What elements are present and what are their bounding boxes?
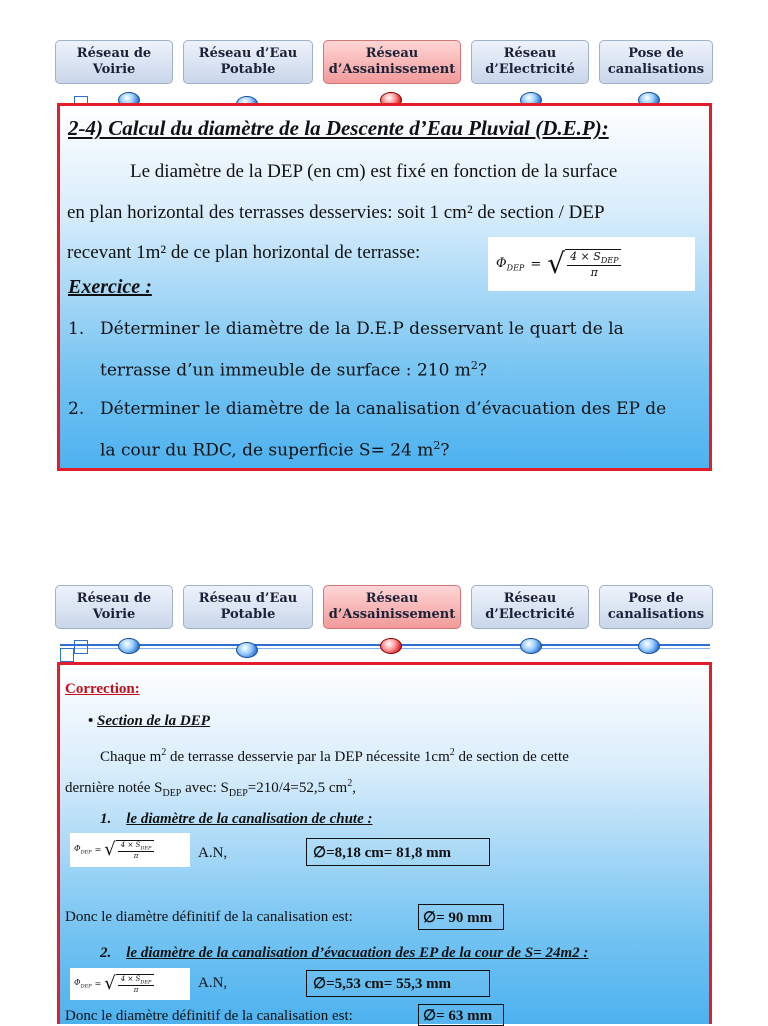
corner-square-icon — [74, 640, 88, 654]
tab-label: Réseau d’Eau Potable — [198, 46, 298, 77]
formula-image: $\Phi_{DEP}$ = √ $\frac{4 \times S_{DEP}}{\pi}$ — [70, 833, 190, 867]
nav-dot-active-icon[interactable] — [380, 638, 402, 654]
paragraph-line: dernière notée $S_{DEP}$ avec: $S_{DEP}=210/4=52,5$ $cm^2$, — [65, 778, 356, 799]
formula-image: $\Phi_{DEP}$ = √ $\frac{4 \times S_{DEP}}{\pi}$ — [488, 237, 695, 291]
slide2-panel — [57, 662, 712, 1024]
exercise-item-1: 1. Déterminer le diamètre de la D.E.P desservant le quart de la — [68, 319, 624, 339]
tab-reseau-voirie[interactable] — [55, 40, 173, 84]
step-2-heading: 2. le diamètre de la canalisation d’évacuation des EP de la cour de S= 24m2 : — [100, 945, 589, 961]
an-label: A.N, — [198, 975, 228, 991]
slide2-nav-rail — [60, 638, 710, 650]
tab-label: Réseau de Voirie — [76, 46, 152, 77]
formula-lhs: $\Phi_{DEP}$ — [496, 255, 525, 273]
tab-pose-canalisations[interactable] — [599, 40, 713, 84]
step-1-heading: 1. le diamètre de la canalisation de chute : — [100, 811, 373, 827]
result-2-box: ∅=5,53 cm= 55,3 mm — [306, 970, 490, 997]
section-title: 2-4) Calcul du diamètre de la Descente d’Eau Pluvial (D.E.P): — [68, 116, 609, 140]
tab-reseau-eau-potable[interactable] — [183, 40, 313, 84]
nav-dot-icon[interactable] — [236, 642, 258, 658]
formula-num: 4 × S — [570, 249, 601, 263]
result-1-box: ∅=8,18 cm= 81,8 mm — [306, 838, 490, 866]
section-heading: • Section de la DEP — [88, 713, 210, 729]
slide2-nav — [55, 585, 712, 633]
exercise-label: Exercice : — [68, 276, 152, 298]
tab-label: Réseau d’Assainissement — [328, 591, 456, 622]
tab-pose-canalisations[interactable] — [599, 585, 713, 629]
final-2-box: ∅= 63 mm — [418, 1004, 504, 1026]
formula-image: $\Phi_{DEP}$ = √ $\frac{4 \times S_{DEP}}{\pi}$ — [70, 968, 190, 1000]
paragraph-line: recevant 1m² de ce plan horizontal de terrasse: — [67, 242, 421, 263]
an-label: A.N, — [198, 845, 228, 861]
tab-reseau-eau-potable[interactable] — [183, 585, 313, 629]
tab-label: Réseau d’Electricité — [485, 46, 575, 77]
tab-label: Réseau d’Assainissement — [328, 46, 456, 77]
corner-square-icon — [60, 648, 74, 662]
final-1-box: ∅= 90 mm — [418, 904, 504, 930]
formula-eq: = — [530, 256, 542, 272]
paragraph-line: Le diamètre de la DEP (en cm) est fixé en fonction de la surface — [130, 161, 618, 182]
final-2-text: Donc le diamètre définitif de la canalisation est: — [65, 1008, 353, 1024]
tab-reseau-electricite[interactable] — [471, 40, 589, 84]
tab-label: Réseau de Voirie — [76, 591, 152, 622]
exercise-item-2-cont: la cour du RDC, de superficie S= 24 $m^2$? — [100, 439, 450, 461]
tab-reseau-assainissement[interactable] — [323, 585, 461, 629]
slide1-nav — [55, 40, 712, 88]
tab-reseau-voirie[interactable] — [55, 585, 173, 629]
tab-reseau-assainissement[interactable] — [323, 40, 461, 84]
nav-dot-icon[interactable] — [118, 638, 140, 654]
nav-dot-icon[interactable] — [638, 638, 660, 654]
paragraph-line: Chaque $m^2$ de terrasse desservie par la DEP nécessite $1cm^2$ de section de cette — [100, 747, 569, 765]
nav-dot-icon[interactable] — [520, 638, 542, 654]
exercise-item-2: 2. Déterminer le diamètre de la canalisation d’évacuation des EP de — [68, 399, 667, 419]
correction-label: Correction: — [65, 681, 140, 697]
tab-label: Pose de canalisations — [607, 46, 705, 77]
slide1-panel — [57, 103, 712, 471]
formula-den: π — [590, 266, 598, 280]
tab-reseau-electricite[interactable] — [471, 585, 589, 629]
tab-label: Pose de canalisations — [607, 591, 705, 622]
tab-label: Réseau d’Electricité — [485, 591, 575, 622]
exercise-item-1-cont: terrasse d’un immeuble de surface : 210 $m^2$? — [100, 359, 488, 381]
paragraph-line: en plan horizontal des terrasses desservies: soit 1 cm² de section / DEP — [67, 202, 605, 223]
final-1-text: Donc le diamètre définitif de la canalisation est: — [65, 909, 353, 925]
tab-label: Réseau d’Eau Potable — [198, 591, 298, 622]
